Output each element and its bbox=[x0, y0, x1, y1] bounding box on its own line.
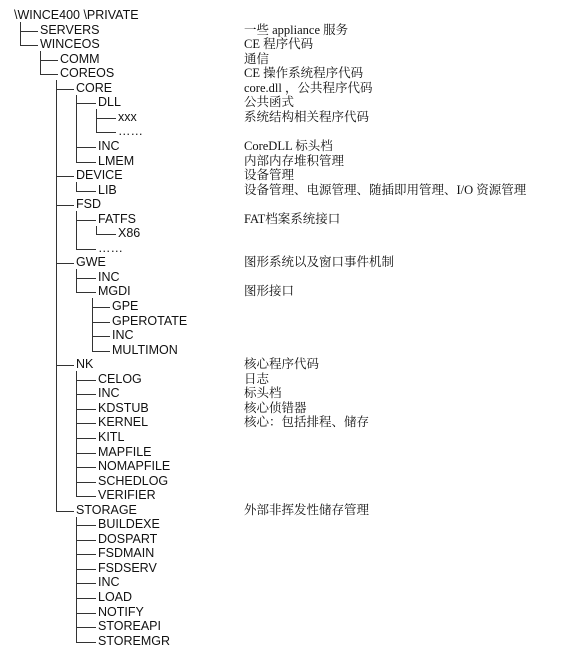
tree-connector bbox=[76, 453, 96, 454]
directory-label: COREOS bbox=[60, 66, 115, 81]
directory-description: 核心程序代码 bbox=[244, 357, 320, 372]
directory-label: FSD bbox=[76, 197, 101, 212]
directory-label: FSDSERV bbox=[98, 560, 157, 575]
tree-connector bbox=[76, 598, 96, 599]
tree-guide-line bbox=[76, 211, 77, 249]
directory-label: WINCEOS bbox=[40, 37, 100, 52]
tree-connector bbox=[76, 540, 96, 541]
directory-label: FATFS bbox=[98, 211, 136, 226]
directory-description: 外部非挥发性储存管理 bbox=[244, 502, 370, 517]
tree-connector bbox=[76, 147, 96, 148]
tree-connector bbox=[76, 525, 96, 526]
tree-connector bbox=[96, 234, 116, 235]
tree-connector bbox=[76, 220, 96, 221]
directory-label: FSDMAIN bbox=[98, 546, 155, 561]
directory-label: MGDI bbox=[98, 284, 131, 299]
tree-connector bbox=[40, 74, 58, 75]
tree-connector bbox=[76, 642, 96, 643]
tree-connector bbox=[76, 162, 96, 163]
directory-label: DEVICE bbox=[76, 168, 123, 183]
tree-connector bbox=[76, 467, 96, 468]
tree-connector bbox=[76, 569, 96, 570]
directory-label: COMM bbox=[60, 51, 100, 66]
directory-description: 图形接口 bbox=[244, 284, 295, 299]
tree-guide-line bbox=[76, 269, 77, 292]
tree-connector bbox=[92, 351, 110, 352]
tree-guide-line bbox=[76, 517, 77, 642]
directory-label: NOTIFY bbox=[98, 604, 144, 619]
tree-guide-line bbox=[76, 371, 77, 496]
tree-guide-line bbox=[96, 109, 97, 132]
tree-connector bbox=[76, 423, 96, 424]
directory-label: \WINCE400 \PRIVATE bbox=[14, 8, 139, 22]
tree-connector bbox=[76, 380, 96, 381]
tree-connector bbox=[96, 118, 116, 119]
directory-description: FAT档案系统接口 bbox=[244, 211, 341, 226]
directory-label: INC bbox=[98, 386, 120, 401]
directory-label: NOMAPFILE bbox=[98, 459, 171, 474]
tree-guide-line bbox=[76, 182, 77, 191]
directory-label: LOAD bbox=[98, 590, 133, 604]
tree-connector bbox=[76, 627, 96, 628]
directory-label: INC bbox=[98, 575, 120, 590]
tree-connector bbox=[76, 496, 96, 497]
directory-label: GPEROTATE bbox=[112, 313, 188, 328]
directory-label: INC bbox=[112, 328, 134, 343]
tree-connector bbox=[76, 249, 96, 250]
tree-connector bbox=[56, 205, 74, 206]
directory-description: CoreDLL 标头档 bbox=[244, 138, 333, 153]
tree-guide-line bbox=[96, 226, 97, 235]
tree-connector bbox=[92, 307, 110, 308]
directory-description: 系统结构相关程序代码 bbox=[244, 109, 370, 124]
directory-label: GPE bbox=[112, 299, 139, 313]
tree-connector bbox=[92, 336, 110, 337]
directory-description: 通信 bbox=[244, 51, 270, 66]
tree-connector bbox=[56, 365, 74, 366]
directory-description: 图形系统以及窗口事件机制 bbox=[244, 255, 395, 270]
directory-label: VERIFIER bbox=[98, 488, 156, 503]
directory-label: CORE bbox=[76, 80, 113, 95]
tree-connector bbox=[92, 322, 110, 323]
tree-connector bbox=[76, 278, 96, 279]
tree-connector bbox=[20, 31, 38, 32]
directory-label: SCHEDLOG bbox=[98, 473, 169, 488]
tree-connector bbox=[76, 191, 96, 192]
directory-description: 标头档 bbox=[244, 386, 282, 401]
tree-connector bbox=[56, 89, 74, 90]
tree-guide-line bbox=[20, 22, 21, 45]
tree-connector bbox=[56, 263, 74, 264]
directory-label: MULTIMON bbox=[112, 342, 178, 357]
directory-label: KITL bbox=[98, 429, 125, 444]
directory-label: DOSPART bbox=[98, 531, 158, 546]
tree-connector bbox=[76, 613, 96, 614]
directory-label: GWE bbox=[76, 255, 106, 270]
directory-description: 日志 bbox=[244, 371, 270, 386]
tree-connector bbox=[56, 511, 74, 512]
directory-label: INC bbox=[98, 138, 120, 153]
directory-description: 公共函式 bbox=[244, 95, 295, 110]
directory-description: 核心侦错器 bbox=[244, 400, 307, 415]
tree-connector bbox=[96, 132, 116, 133]
tree-connector bbox=[76, 409, 96, 410]
tree-guide-line bbox=[92, 298, 93, 350]
directory-description: CE 程序代码 bbox=[244, 37, 314, 52]
tree-guide-line bbox=[40, 51, 41, 74]
directory-label: LIB bbox=[98, 182, 117, 197]
directory-description: core.dll ，公共程序代码 bbox=[244, 80, 373, 95]
tree-connector bbox=[20, 45, 38, 46]
tree-connector bbox=[76, 482, 96, 483]
directory-label: X86 bbox=[118, 226, 141, 241]
directory-label: STORAGE bbox=[76, 502, 137, 517]
tree-connector bbox=[76, 438, 96, 439]
directory-label: STOREAPI bbox=[98, 619, 161, 634]
directory-label: …… bbox=[98, 240, 123, 255]
directory-description: CE 操作系统程序代码 bbox=[244, 66, 364, 81]
directory-label: INC bbox=[98, 269, 120, 284]
directory-label: DLL bbox=[98, 95, 121, 110]
directory-description: 设备管理 bbox=[244, 168, 295, 183]
tree-connector bbox=[76, 394, 96, 395]
tree-connector bbox=[40, 60, 58, 61]
directory-label: CELOG bbox=[98, 371, 142, 386]
directory-label: KDSTUB bbox=[98, 400, 149, 415]
directory-label: NK bbox=[76, 357, 94, 372]
tree-connector bbox=[76, 554, 96, 555]
directory-label: SERVERS bbox=[40, 22, 100, 37]
directory-label: MAPFILE bbox=[98, 444, 152, 459]
directory-label: STOREMGR bbox=[98, 633, 170, 648]
directory-label: KERNEL bbox=[98, 415, 149, 430]
directory-label: …… bbox=[118, 124, 143, 139]
directory-label: LMEM bbox=[98, 153, 135, 168]
directory-description: 核心：包括排程、储存 bbox=[244, 415, 370, 430]
tree-connector bbox=[76, 292, 96, 293]
directory-label: xxx bbox=[118, 109, 137, 124]
directory-label: BUILDEXE bbox=[98, 517, 160, 532]
tree-guide-line bbox=[56, 80, 57, 511]
tree-connector bbox=[76, 103, 96, 104]
directory-description: 内部内存堆积管理 bbox=[244, 153, 345, 168]
tree-guide-line bbox=[76, 95, 77, 162]
tree-connector bbox=[56, 176, 74, 177]
directory-description: 设备管理、电源管理、随插即用管理、I/O 资源管理 bbox=[244, 182, 527, 197]
directory-description: 一些 appliance 服务 bbox=[244, 22, 349, 37]
tree-connector bbox=[76, 583, 96, 584]
